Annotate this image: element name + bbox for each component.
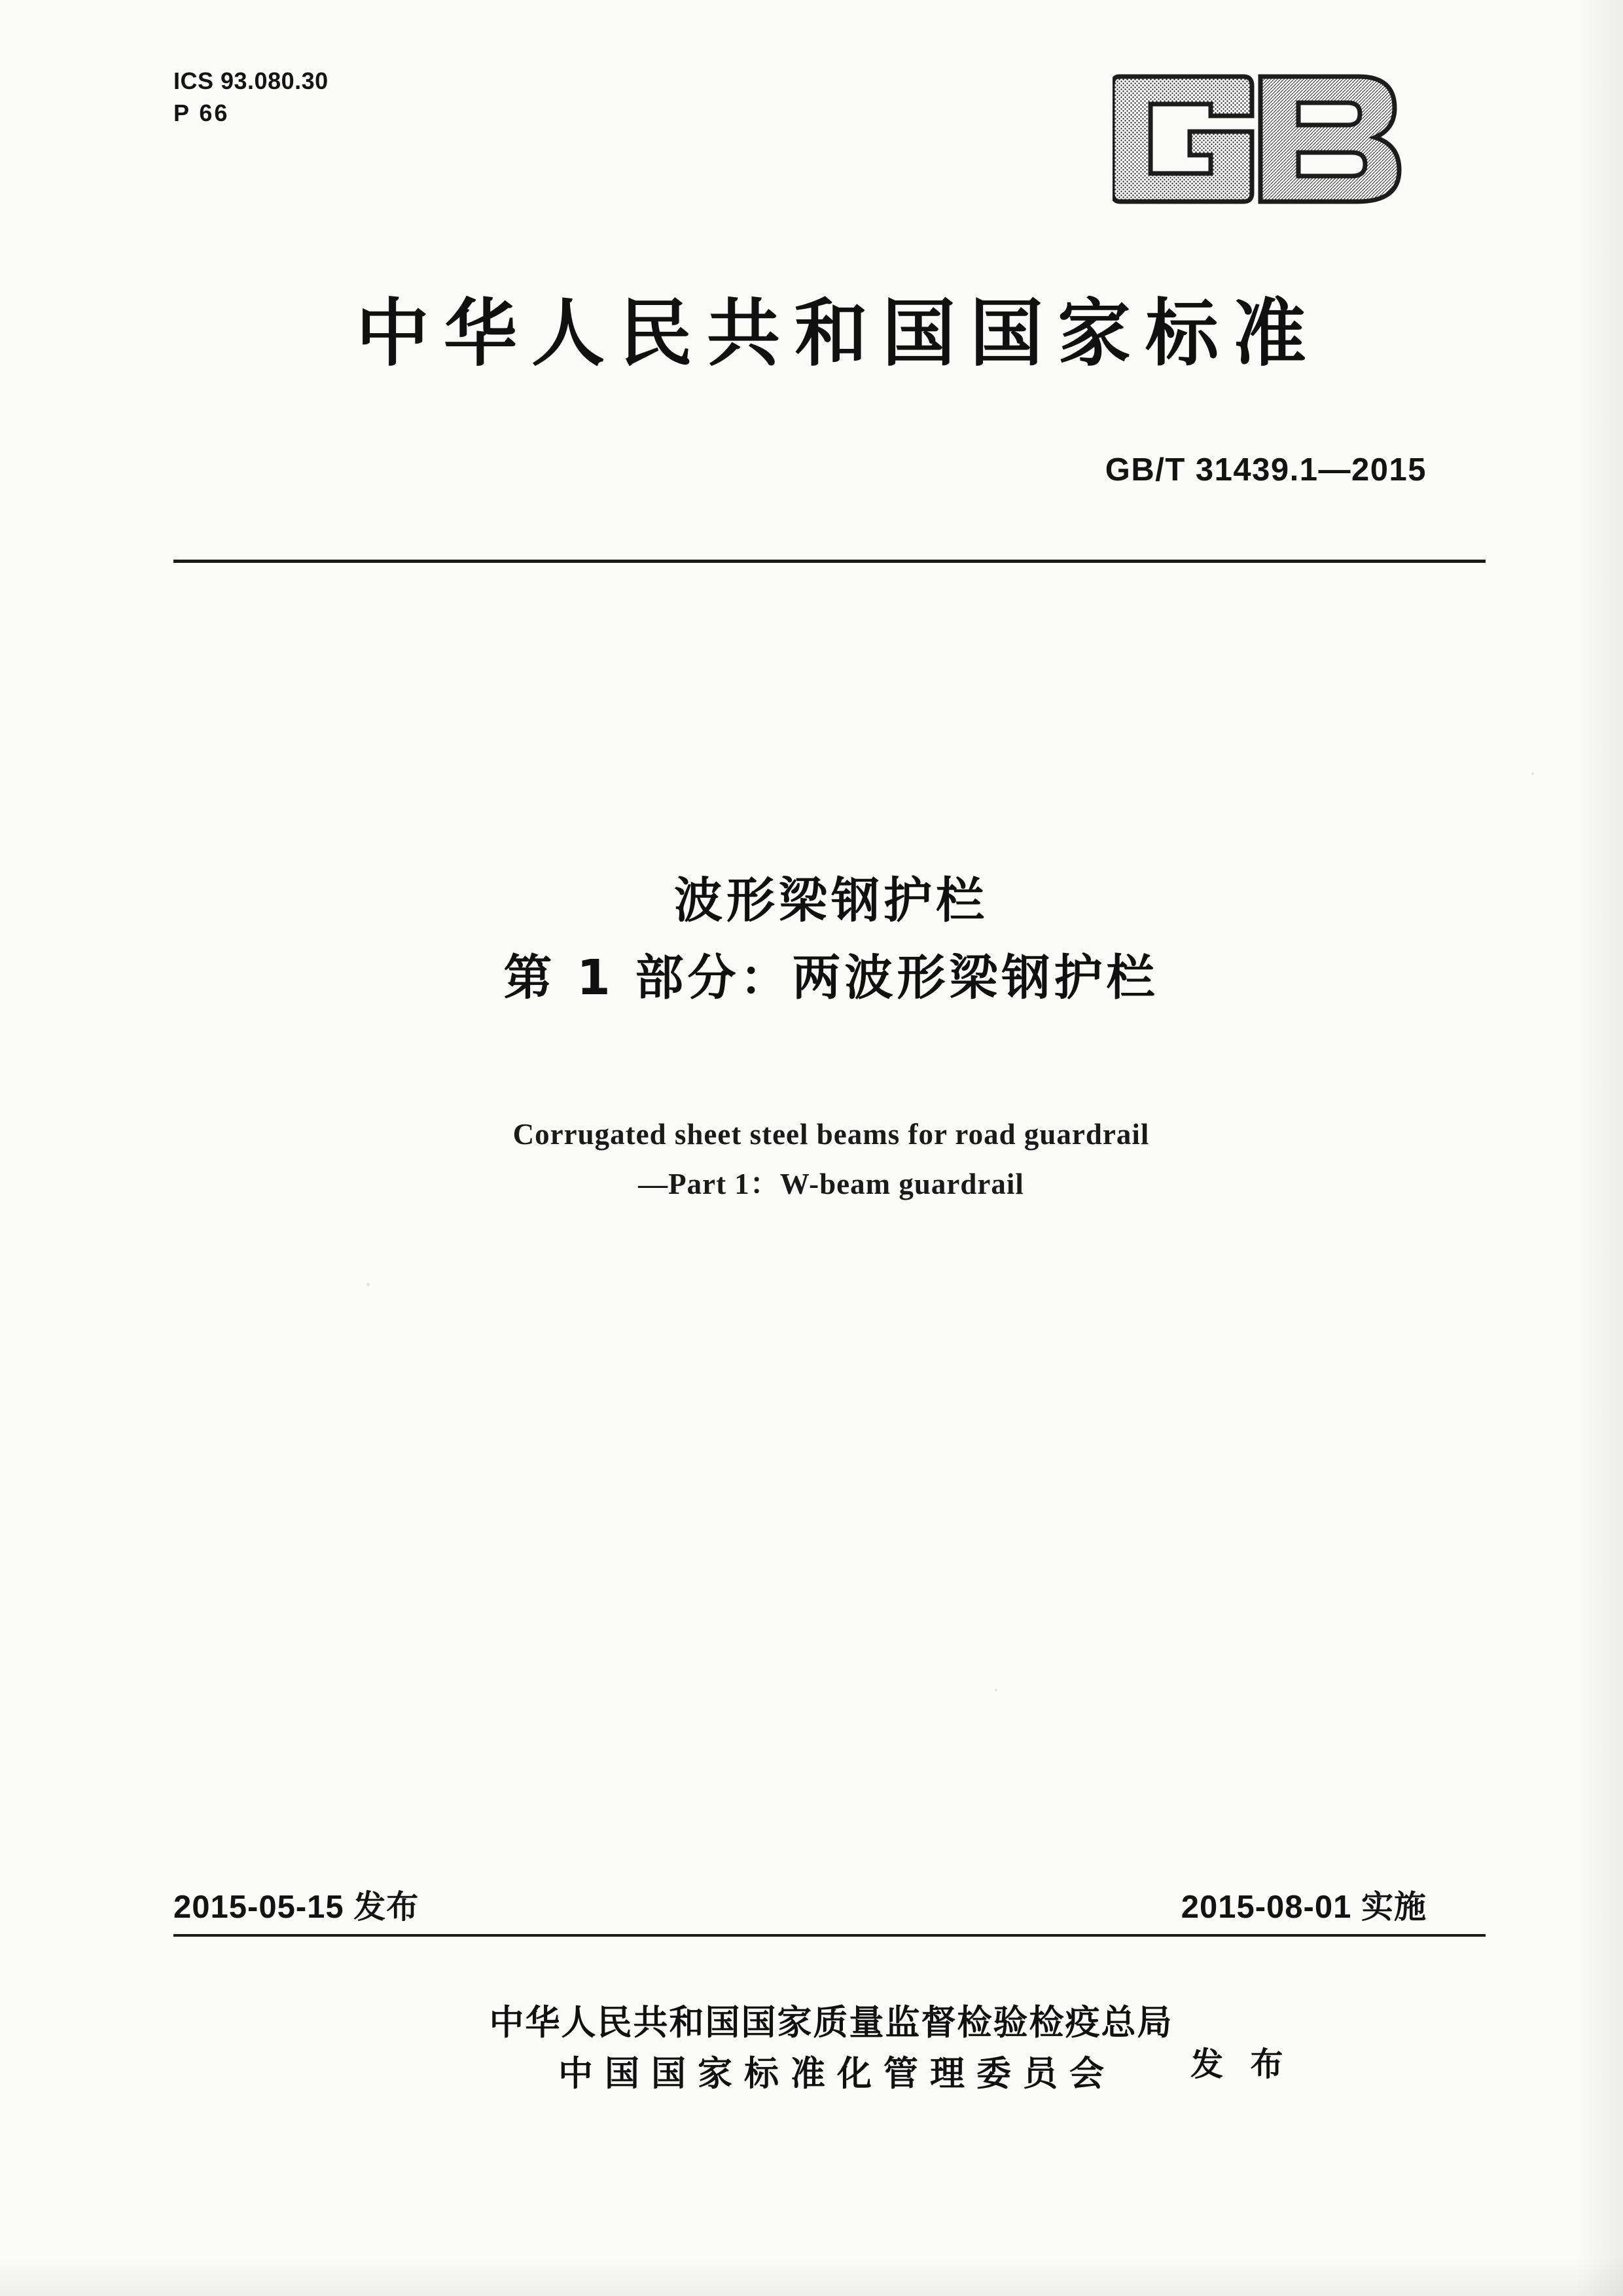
publisher-block: [167, 2000, 1495, 2097]
ics-classification-block: [173, 65, 329, 129]
classification-code: P 66: [173, 99, 230, 126]
implementation-date: 2015-08-01 实施: [1181, 1890, 1427, 1925]
scan-speck: [1531, 772, 1534, 775]
publisher-line2: 中国国家标准化管理委员会: [558, 2053, 1116, 2094]
publisher-issue-label: 发 布: [1190, 2045, 1291, 2084]
publisher-line1: 中华人民共和国国家质量监督检验检疫总局: [489, 2003, 1173, 2043]
english-title-line2: —Part 1：W-beam guardrail: [638, 1167, 1024, 1200]
divider-top: [173, 560, 1486, 563]
ics-code: ICS 93.080.30: [173, 67, 329, 94]
document-title-line2: 第 1 部分：两波形梁钢护栏: [503, 949, 1159, 1006]
english-title-line1: Corrugated sheet steel beams for road guardrail: [512, 1118, 1150, 1151]
document-title-english: [167, 1113, 1495, 1206]
page-edge-shadow-right: [1577, 0, 1623, 2296]
page-title: 中华人民共和国国家标准: [356, 291, 1321, 376]
divider-bottom: [173, 1934, 1486, 1937]
document-title-line1: 波形梁钢护栏: [674, 872, 988, 929]
page-content: [167, 0, 1495, 2296]
document-title: [167, 870, 1495, 1013]
gb-logo-icon: [1113, 69, 1427, 209]
issue-date: 2015-05-15 发布: [173, 1890, 419, 1925]
standard-number: GB/T 31439.1—2015: [1105, 452, 1427, 488]
